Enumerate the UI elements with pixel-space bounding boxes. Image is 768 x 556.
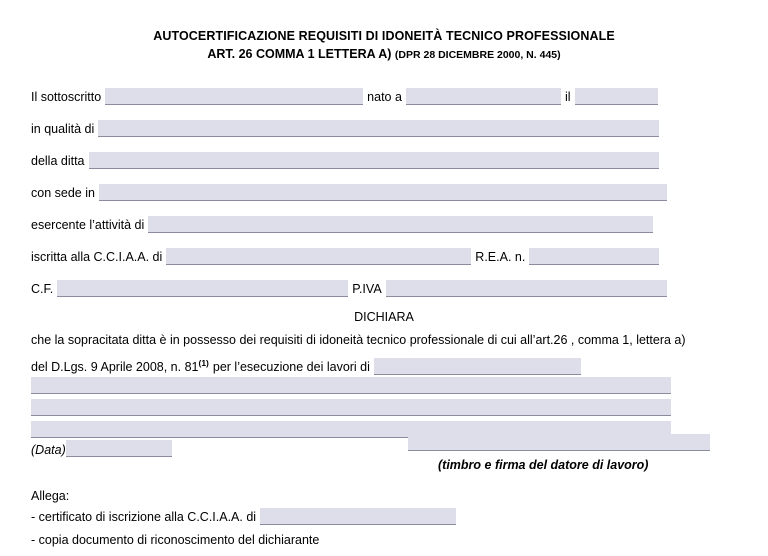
row-cciaa [31,248,659,265]
label-qualita: in qualità di [31,122,95,136]
label-data: (Data) [31,443,66,457]
input-codice-fiscale[interactable] [57,280,348,297]
label-sottoscritto: Il sottoscritto [31,90,102,104]
label-attachment-certificato: - certificato di iscrizione alla C.C.I.A.A. di [31,510,257,524]
declaration-line-2 [31,358,581,375]
row-sede [31,184,667,201]
label-cciaa: iscritta alla C.C.I.A.A. di [31,250,163,264]
document-title [0,28,768,63]
label-partita-iva: P.IVA [352,282,382,296]
footnote-marker: (1) [198,357,209,368]
input-rea[interactable] [529,248,659,265]
input-partita-iva[interactable] [386,280,667,297]
declaration-line-1: che la sopracitata ditta è in possesso dei requisiti di idoneità tecnico professionale di cui all’art.26 , comma 1, lettera a) [31,333,686,347]
input-attachment-cciaa[interactable] [260,508,456,525]
label-sede: con sede in [31,186,95,200]
input-lavori-line-3[interactable] [31,399,671,416]
attachments-heading: Allega: [31,489,70,503]
label-rea: R.E.A. n. [475,250,526,264]
label-attivita: esercente l’attività di [31,218,145,232]
input-cciaa[interactable] [166,248,471,265]
input-data-nascita[interactable] [575,88,658,105]
attachment-item-1 [31,508,456,525]
declaration-heading: DICHIARA [354,310,414,324]
input-attivita[interactable] [148,216,653,233]
input-data[interactable] [66,440,172,457]
input-sede[interactable] [99,184,667,201]
caption-timbro-firma: (timbro e firma del datore di lavoro) [438,458,649,472]
declaration-decree-text [31,357,209,375]
row-qualita [31,120,659,137]
title-line-2 [0,46,768,63]
input-ditta[interactable] [89,152,659,169]
declaration-works-label: per l’esecuzione dei lavori di [212,360,370,374]
input-sottoscritto[interactable] [105,88,363,105]
declaration-decree-label: del D.Lgs. 9 Aprile 2008, n. 81 [31,360,199,374]
row-ditta [31,152,659,169]
label-codice-fiscale: C.F. [31,282,54,296]
row-sottoscritto [31,88,658,105]
row-data [31,440,172,457]
title-article: ART. 26 COMMA 1 LETTERA A) [207,47,392,61]
input-nato-a[interactable] [406,88,561,105]
row-attivita [31,216,653,233]
input-qualita[interactable] [98,120,659,137]
label-ditta: della ditta [31,154,85,168]
row-codice-fiscale [31,280,667,297]
input-lavori-line-2[interactable] [31,377,671,394]
input-lavori[interactable] [374,358,581,375]
input-timbro-firma[interactable] [408,434,710,451]
label-il: il [564,90,571,104]
label-nato-a: nato a [367,90,402,104]
title-line-1: AUTOCERTIFICAZIONE REQUISITI DI IDONEITÀ TECNICO PROFESSIONALE [153,29,615,43]
title-decree-reference: (DPR 28 DICEMBRE 2000, N. 445) [394,49,561,61]
attachment-item-2: - copia documento di riconoscimento del dichiarante [31,533,320,547]
